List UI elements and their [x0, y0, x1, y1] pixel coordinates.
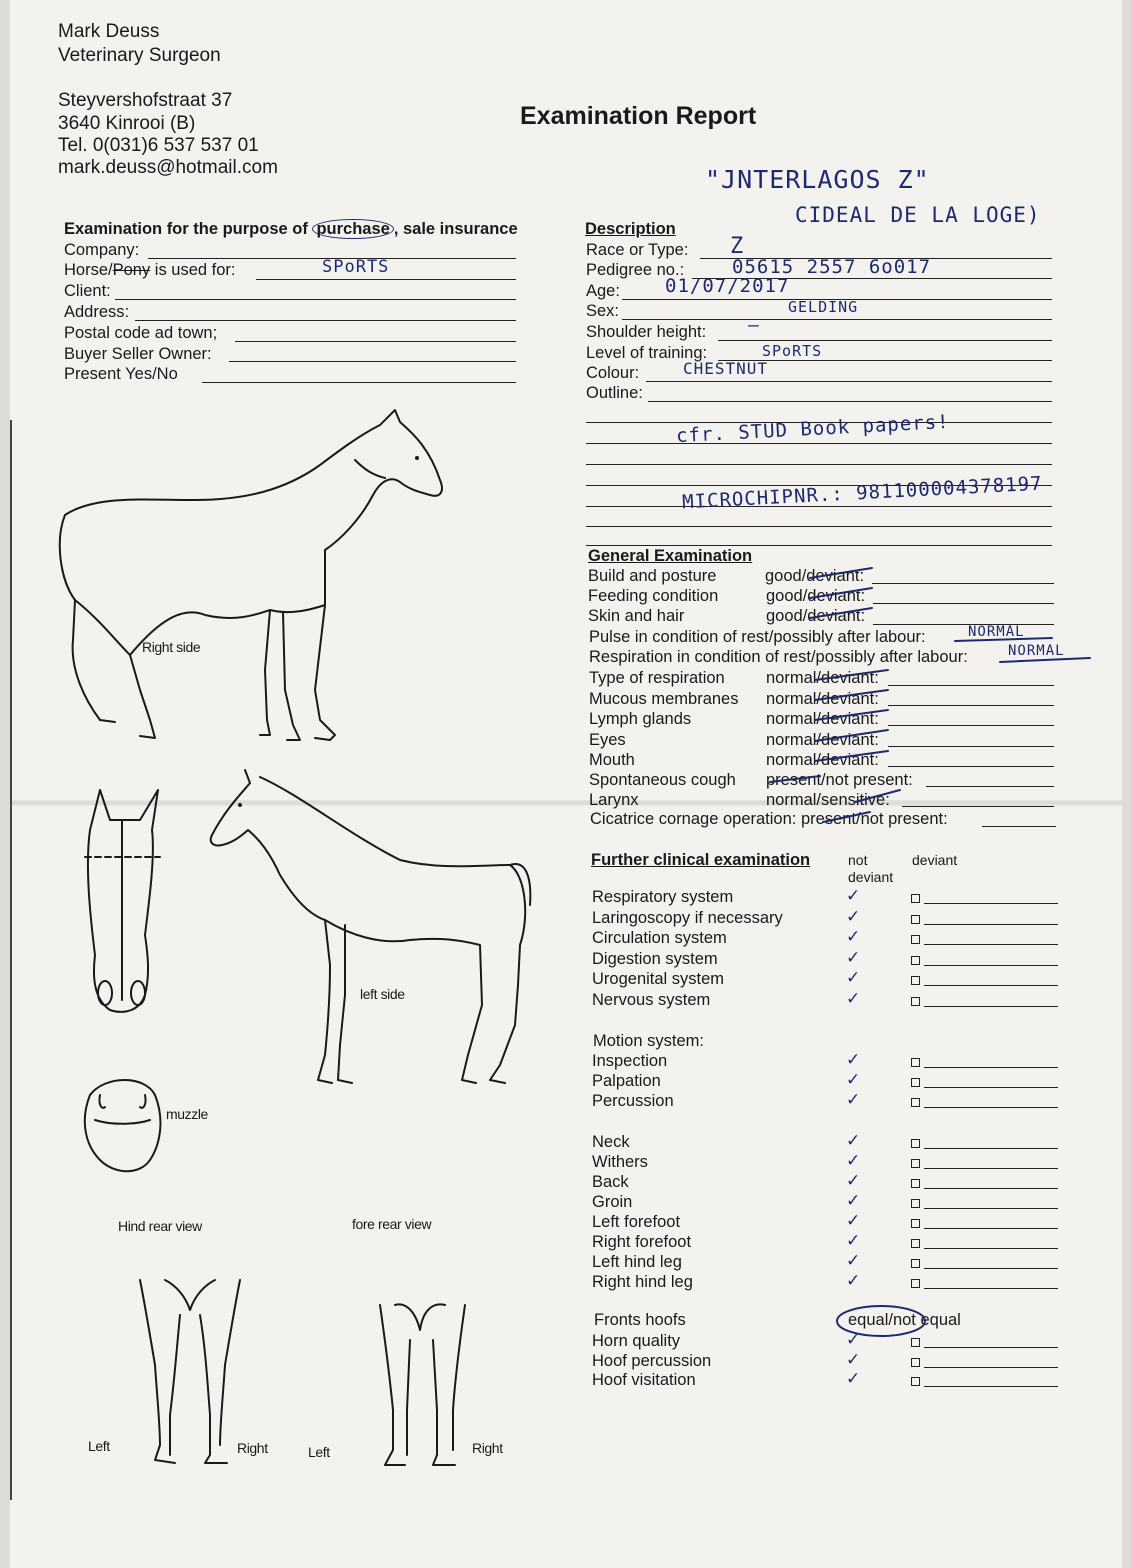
- client-label: Client:: [64, 282, 111, 300]
- vet-street: Steyvershofstraat 37: [58, 90, 233, 111]
- lymph-label: Lymph glands: [589, 710, 692, 728]
- deviant-remark-line[interactable]: [924, 1208, 1058, 1209]
- resp-type-option: normal/deviant:: [766, 669, 879, 687]
- race-label: Race or Type:: [586, 241, 689, 259]
- deviant-checkbox[interactable]: [911, 1078, 920, 1087]
- mouth-label: Mouth: [589, 751, 635, 769]
- page-title: Examination Report: [520, 102, 757, 130]
- deviant-checkbox[interactable]: [911, 935, 920, 944]
- deviant-remark-line[interactable]: [924, 924, 1058, 925]
- deviant-remark-line[interactable]: [924, 1268, 1058, 1269]
- right-side-label: Right side: [142, 639, 201, 655]
- hind-right-label: Right: [237, 1440, 268, 1456]
- pulse-label: Pulse in condition of rest/possibly after labour:: [589, 628, 926, 646]
- deviant-checkbox[interactable]: [911, 1139, 920, 1148]
- deviant-checkbox[interactable]: [911, 1219, 920, 1228]
- deviant-remark-line[interactable]: [924, 903, 1058, 904]
- not-deviant-checkbox[interactable]: ✓: [846, 886, 861, 906]
- deviant-remark-line[interactable]: [924, 985, 1058, 986]
- buyer-label: Buyer Seller Owner:: [64, 345, 212, 363]
- clinical-row-label: Nervous system: [592, 990, 711, 1009]
- pedigree-value: 05615 2557 6o017: [732, 256, 932, 278]
- clinical-row-label: Left hind leg: [592, 1253, 682, 1271]
- clinical-row-label: Groin: [592, 1193, 633, 1211]
- larynx-option: normal/sensitive:: [766, 791, 890, 809]
- col-not: not: [848, 852, 868, 868]
- deviant-remark-line[interactable]: [924, 965, 1058, 966]
- colour-value: CHESTNUT: [683, 359, 769, 378]
- feeding-option: good/deviant:: [766, 587, 866, 605]
- deviant-checkbox[interactable]: [911, 1259, 920, 1268]
- deviant-checkbox[interactable]: [911, 976, 920, 985]
- vet-role: Veterinary Surgeon: [58, 45, 221, 66]
- deviant-remark-line[interactable]: [924, 944, 1058, 945]
- colour-label: Colour:: [586, 364, 640, 382]
- deviant-remark-line[interactable]: [924, 1087, 1058, 1088]
- deviant-checkbox[interactable]: [911, 915, 920, 924]
- company-label: Company:: [64, 241, 140, 259]
- not-deviant-checkbox[interactable]: ✓: [846, 1231, 861, 1251]
- not-deviant-checkbox[interactable]: ✓: [846, 1171, 861, 1191]
- muzzle-label: muzzle: [166, 1106, 208, 1122]
- outline-label: Outline:: [586, 384, 643, 402]
- vet-tel: Tel. 0(031)6 537 537 01: [58, 135, 259, 156]
- build-label: Build and posture: [588, 567, 717, 585]
- not-deviant-checkbox[interactable]: ✓: [846, 1151, 861, 1171]
- deviant-checkbox[interactable]: [911, 1338, 920, 1347]
- hoofs-options: equal/not equal: [848, 1311, 961, 1329]
- shoulder-value: —: [748, 315, 760, 336]
- hind-rear-label: Hind rear view: [118, 1218, 202, 1234]
- equal-circle: [836, 1304, 926, 1338]
- cough-label: Spontaneous cough: [589, 771, 736, 789]
- clinical-row-label: Palpation: [592, 1072, 661, 1090]
- deviant-remark-line[interactable]: [924, 1148, 1058, 1149]
- cicatrice-label: Cicatrice cornage operation: present/not present:: [590, 810, 948, 828]
- clinical-row-label: Neck: [592, 1133, 630, 1151]
- deviant-checkbox[interactable]: [911, 1199, 920, 1208]
- vet-name: Mark Deuss: [58, 21, 160, 42]
- lymph-option: normal/deviant:: [766, 710, 879, 728]
- deviant-checkbox[interactable]: [911, 1358, 920, 1367]
- not-deviant-checkbox[interactable]: ✓: [846, 1070, 861, 1090]
- not-deviant-checkbox[interactable]: ✓: [846, 906, 861, 927]
- use-label: Horse/Pony is used for:: [64, 261, 236, 279]
- training-label: Level of training:: [586, 344, 708, 362]
- left-side-label: left side: [360, 986, 405, 1002]
- pedigree-label: Pedigree no.:: [586, 261, 685, 279]
- respiration-value: NORMAL: [1008, 643, 1065, 659]
- not-deviant-checkbox[interactable]: ✓: [846, 1090, 861, 1110]
- purpose-purchase: purchase: [312, 219, 393, 239]
- clinical-row-label: Digestion system: [592, 949, 718, 968]
- motion-heading: Motion system:: [593, 1032, 704, 1050]
- hind-left-label: Left: [88, 1438, 110, 1454]
- clinical-row-label: Right forefoot: [592, 1233, 692, 1251]
- address-label: Address:: [64, 303, 130, 321]
- not-deviant-checkbox[interactable]: ✓: [846, 1211, 861, 1231]
- deviant-checkbox[interactable]: [911, 1377, 920, 1386]
- clinical-row-label: Hoof percussion: [592, 1351, 712, 1370]
- clinical-row-label: Right hind leg: [592, 1273, 693, 1291]
- deviant-remark-line[interactable]: [924, 1168, 1058, 1169]
- fore-right-label: Right: [472, 1440, 503, 1456]
- deviant-remark-line[interactable]: [924, 1006, 1058, 1007]
- age-value: 01/07/2017: [665, 275, 790, 297]
- description-heading: Description: [585, 220, 676, 238]
- horse-name: "JNTERLAGOS Z": [705, 165, 930, 194]
- microchip-value: MICROCHIPNR.: 981100004378197: [681, 472, 1044, 514]
- clinical-row-label: Back: [592, 1173, 629, 1191]
- vet-city: 3640 Kinrooi (B): [58, 113, 196, 134]
- horse-left-side-drawing: [200, 765, 540, 1090]
- col-not-deviant: deviant: [848, 869, 894, 885]
- pulse-value: NORMAL: [968, 624, 1025, 640]
- deviant-remark-line[interactable]: [924, 1367, 1058, 1368]
- race-value: Z: [730, 234, 745, 259]
- respiration-label: Respiration in condition of rest/possibly after labour:: [589, 648, 968, 666]
- clinical-row-label: Percussion: [592, 1092, 674, 1110]
- sex-label: Sex:: [586, 302, 620, 320]
- deviant-remark-line[interactable]: [924, 1386, 1058, 1387]
- skin-label: Skin and hair: [588, 607, 685, 625]
- build-option: good/deviant:: [765, 567, 865, 585]
- deviant-checkbox[interactable]: [911, 956, 920, 965]
- deviant-checkbox[interactable]: [911, 997, 920, 1006]
- purpose-line: Examination for the purpose of purchase , sale insurance: [64, 220, 518, 238]
- shoulder-label: Shoulder height:: [586, 323, 707, 341]
- mouth-option: normal/deviant:: [766, 751, 879, 769]
- skin-option: good/deviant:: [766, 607, 866, 625]
- fore-left-label: Left: [308, 1444, 330, 1460]
- not-deviant-checkbox[interactable]: ✓: [846, 927, 861, 947]
- not-deviant-checkbox[interactable]: ✓: [846, 1330, 861, 1350]
- not-deviant-checkbox[interactable]: ✓: [846, 1191, 861, 1211]
- deviant-remark-line[interactable]: [924, 1067, 1058, 1068]
- vet-email: mark.deuss@hotmail.com: [58, 157, 278, 178]
- general-heading: General Examination: [588, 547, 753, 565]
- sex-value: GELDING: [788, 298, 859, 316]
- col-deviant: deviant: [912, 852, 958, 868]
- deviant-remark-line[interactable]: [924, 1107, 1058, 1108]
- clinical-row-label: Left forefoot: [592, 1213, 681, 1231]
- not-deviant-checkbox[interactable]: ✓: [846, 968, 861, 988]
- present-label: Present Yes/No: [64, 365, 178, 383]
- cough-option: present/not present:: [766, 771, 913, 789]
- use-value: SPoRTS: [322, 257, 390, 277]
- deviant-checkbox[interactable]: [911, 894, 920, 903]
- deviant-remark-line[interactable]: [924, 1248, 1058, 1249]
- clinical-row-label: Hoof visitation: [592, 1371, 696, 1389]
- deviant-remark-line[interactable]: [924, 1347, 1058, 1348]
- deviant-checkbox[interactable]: [911, 1279, 920, 1288]
- larynx-label: Larynx: [589, 791, 639, 809]
- horse-head-front-drawing: [80, 785, 165, 1020]
- deviant-remark-line[interactable]: [924, 1288, 1058, 1289]
- not-deviant-checkbox[interactable]: ✓: [846, 947, 861, 968]
- deviant-remark-line[interactable]: [924, 1188, 1058, 1189]
- clinical-row-label: Urogenital system: [592, 970, 725, 988]
- hoofs-label: Fronts hoofs: [594, 1311, 686, 1329]
- eyes-option: normal/deviant:: [766, 731, 879, 749]
- horse-parentage: CIDEAL DE LA LOGE): [795, 203, 1041, 227]
- hind-legs-drawing: [135, 1275, 250, 1470]
- clinical-row-label: Circulation system: [592, 929, 727, 947]
- not-deviant-checkbox[interactable]: ✓: [846, 1349, 861, 1370]
- not-deviant-checkbox[interactable]: ✓: [846, 1251, 861, 1271]
- fore-legs-drawing: [375, 1300, 475, 1470]
- clinical-row-label: Inspection: [592, 1052, 668, 1070]
- horse-right-side-drawing: [55, 400, 455, 745]
- clinical-row-label: Withers: [592, 1153, 648, 1171]
- not-deviant-checkbox[interactable]: ✓: [846, 1131, 861, 1151]
- clinical-row-label: Respiratory system: [592, 888, 734, 906]
- mucous-option: normal/deviant:: [766, 690, 879, 708]
- deviant-checkbox[interactable]: [911, 1058, 920, 1067]
- clinical-row-label: Horn quality: [592, 1332, 681, 1350]
- training-value: SPoRTS: [762, 342, 823, 360]
- deviant-checkbox[interactable]: [911, 1239, 920, 1248]
- not-deviant-checkbox[interactable]: ✓: [846, 1369, 861, 1389]
- resp-type-label: Type of respiration: [589, 669, 725, 687]
- deviant-checkbox[interactable]: [911, 1179, 920, 1188]
- eyes-label: Eyes: [589, 731, 626, 749]
- stud-note: cfr. STUD Book papers!: [675, 410, 951, 448]
- further-heading: Further clinical examination: [591, 851, 811, 869]
- not-deviant-checkbox[interactable]: ✓: [846, 1271, 861, 1291]
- feeding-label: Feeding condition: [588, 587, 719, 605]
- deviant-checkbox[interactable]: [911, 1159, 920, 1168]
- not-deviant-checkbox[interactable]: ✓: [846, 988, 861, 1009]
- mucous-label: Mucous membranes: [589, 690, 739, 708]
- not-deviant-checkbox[interactable]: ✓: [846, 1050, 861, 1070]
- fore-rear-label: fore rear view: [352, 1216, 432, 1232]
- deviant-checkbox[interactable]: [911, 1098, 920, 1107]
- age-label: Age:: [586, 282, 620, 300]
- clinical-row-label: Laringoscopy if necessary: [592, 908, 783, 927]
- muzzle-drawing: [80, 1065, 165, 1180]
- deviant-remark-line[interactable]: [924, 1228, 1058, 1229]
- postal-label: Postal code ad town;: [64, 324, 218, 342]
